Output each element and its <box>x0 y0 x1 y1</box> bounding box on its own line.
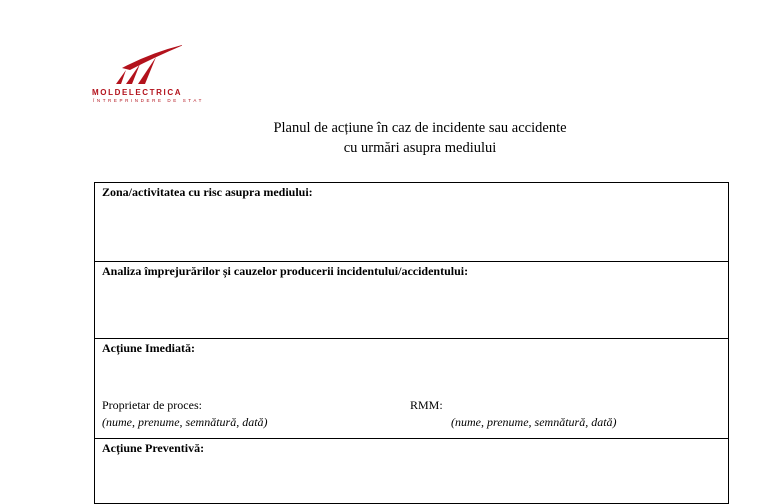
logo-mark-icon <box>112 44 182 86</box>
actiune-preventiva-cell[interactable] <box>95 439 729 504</box>
zona-cell[interactable] <box>95 183 729 262</box>
title-line-1: Planul de acțiune în caz de incidente sau accidente <box>273 120 567 136</box>
zona-label: Zona/activitatea cu risc asupra mediului: <box>102 185 313 199</box>
form-row-zona <box>95 183 729 262</box>
rmm-hint: (nume, prenume, semnătură, dată) <box>451 415 617 429</box>
actiune-preventiva-label: Acțiune Preventivă: <box>102 441 205 455</box>
analiza-label: Analiza împrejurărilor și cauzelor producerii incidentului/accidentului: <box>102 264 469 278</box>
actiune-imediata-cell[interactable] <box>95 339 729 439</box>
document-title <box>0 118 784 158</box>
form-row-actiune-preventiva <box>95 439 729 504</box>
rmm-label: RMM: <box>410 398 443 412</box>
form-row-actiune-imediata <box>95 339 729 439</box>
analiza-cell[interactable] <box>95 262 729 339</box>
logo-name: MOLDELECTRICA <box>92 88 183 97</box>
actiune-imediata-label: Acțiune Imediată: <box>102 341 195 355</box>
title-line-2: cu urmări asupra mediului <box>343 140 497 156</box>
logo-subtitle: ÎNTREPRINDERE DE STAT <box>93 98 204 103</box>
company-logo <box>92 44 212 106</box>
proprietar-label: Proprietar de proces: <box>102 398 202 412</box>
proprietar-hint: (nume, prenume, semnătură, dată) <box>102 415 268 429</box>
action-plan-form <box>94 182 729 504</box>
form-row-analiza <box>95 262 729 339</box>
